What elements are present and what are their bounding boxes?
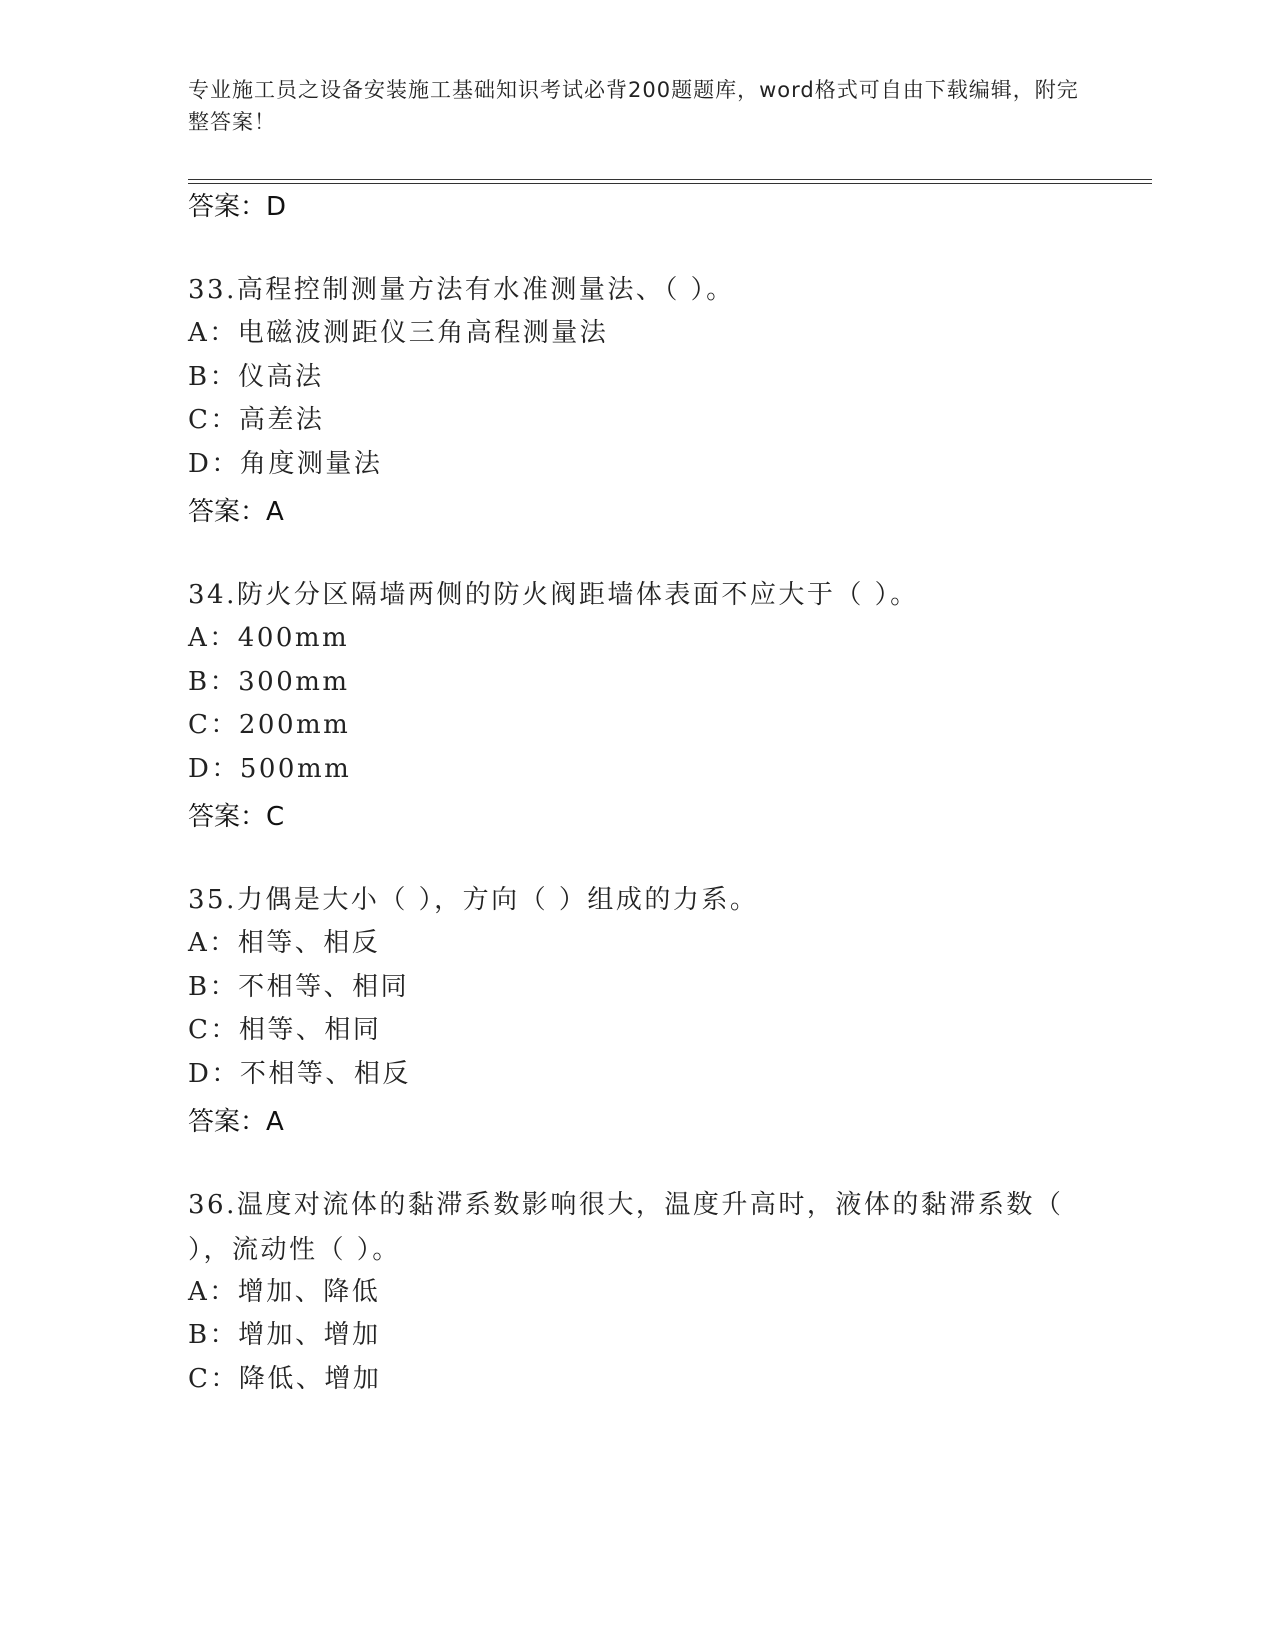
question-33-option-a: A：电磁波测距仪三角高程测量法 <box>188 318 609 348</box>
answer-q35: 答案：A <box>188 1107 284 1137</box>
question-35-option-d: D：不相等、相反 <box>188 1059 411 1089</box>
answer-q34: 答案：C <box>188 802 285 832</box>
question-33-stem: 33.高程控制测量方法有水准测量法、（ ）。 <box>188 275 735 305</box>
question-36-option-a: A：增加、降低 <box>188 1277 381 1307</box>
question-36-option-b: B：增加、增加 <box>188 1320 381 1350</box>
question-35-stem: 35.力偶是大小（ ），方向（ ）组成的力系。 <box>188 885 759 915</box>
question-34-stem: 34.防火分区隔墙两侧的防火阀距墙体表面不应大于（ ）。 <box>188 580 919 610</box>
question-34-option-b: B：300mm <box>188 667 350 697</box>
question-36-option-c: C：降低、增加 <box>188 1364 382 1394</box>
header-divider <box>188 179 1152 184</box>
answer-q32: 答案：D <box>188 192 287 222</box>
answer-q33: 答案：A <box>188 497 284 527</box>
question-34-option-a: A：400mm <box>188 623 350 653</box>
question-33-option-d: D：角度测量法 <box>188 449 383 479</box>
question-33-option-b: B：仪高法 <box>188 362 324 392</box>
question-35-option-c: C：相等、相同 <box>188 1015 382 1045</box>
document-header: 专业施工员之设备安装施工基础知识考试必背200题题库，word格式可自由下载编辑，附完整答案！ <box>188 78 1079 134</box>
question-34-option-c: C：200mm <box>188 710 351 740</box>
question-35-option-b: B：不相等、相同 <box>188 972 410 1002</box>
question-33-option-c: C：高差法 <box>188 405 325 435</box>
question-36-stem: 36.温度对流体的黏滞系数影响很大，温度升高时，液体的黏滞系数（ ），流动性（ ）。 <box>188 1190 1064 1265</box>
question-35-option-a: A：相等、相反 <box>188 928 381 958</box>
question-34-option-d: D：500mm <box>188 754 352 784</box>
